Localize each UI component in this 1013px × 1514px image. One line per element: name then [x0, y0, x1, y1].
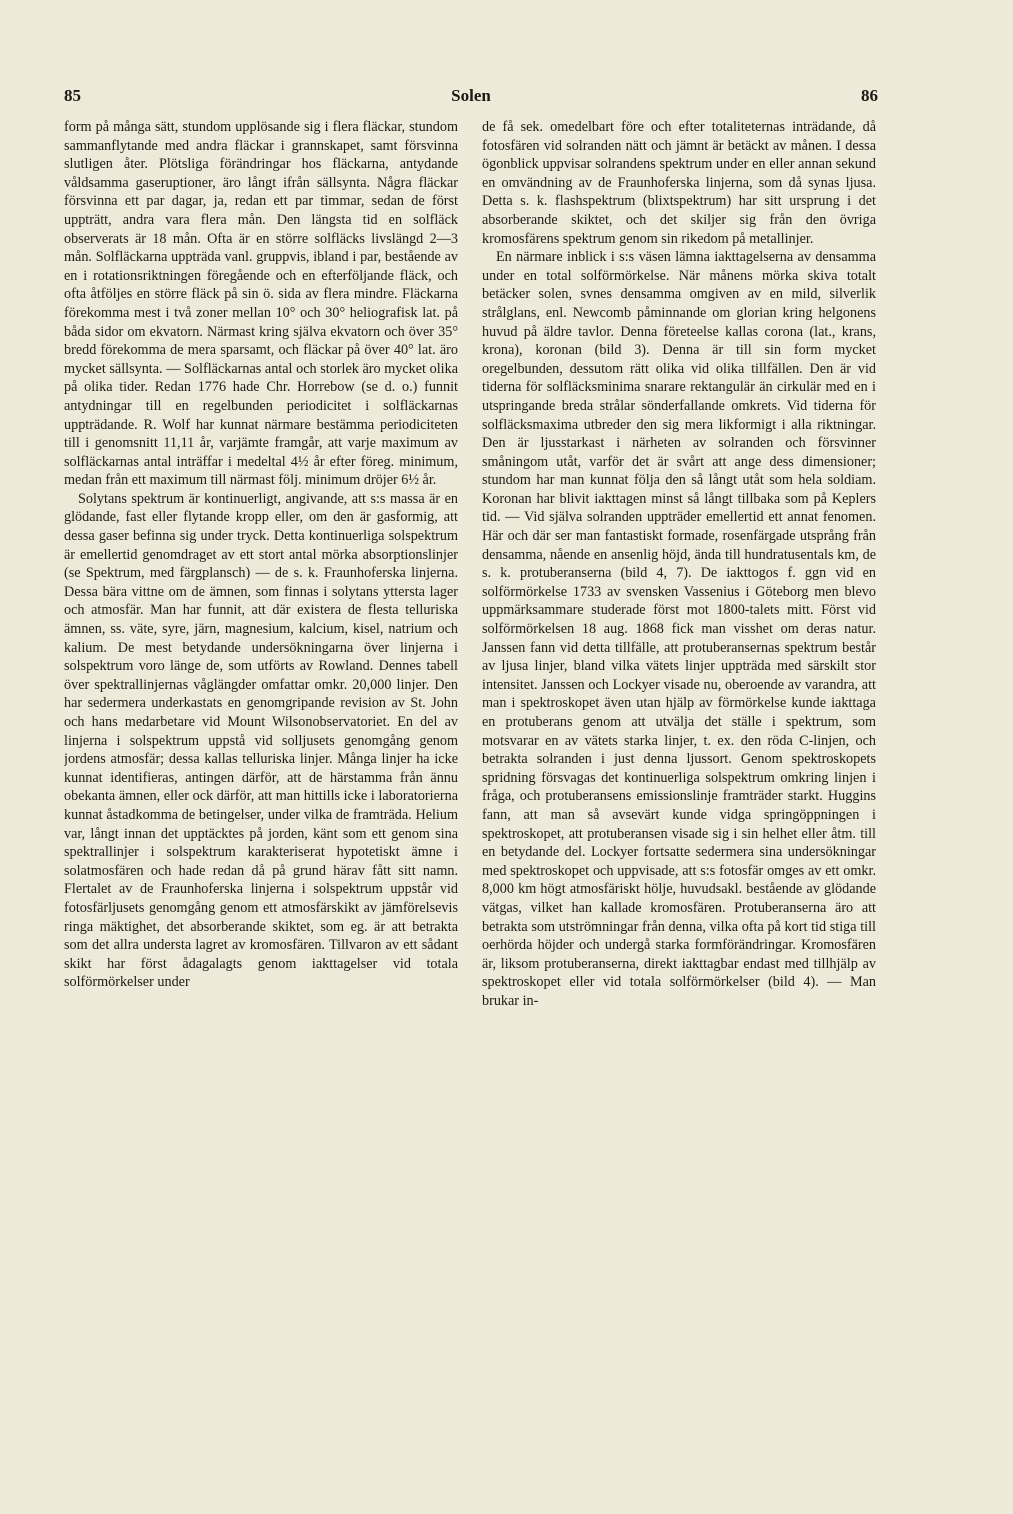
page-number-right: 86 [861, 86, 878, 105]
left-column [64, 118, 458, 1458]
right-column [482, 118, 876, 1458]
page-number-left: 85 [64, 86, 81, 105]
running-header [64, 86, 878, 112]
page-title: Solen [451, 86, 491, 105]
paragraph: form på många sätt, stundom upplösande sig i flera fläckar, stundom sammanflytande med andra fläckar i grannskapet, samt försvinna slutligen åter. Plötsliga förändringar hos fläckarna, antydande våldsamma gaseruptioner, äro långt ifrån sällsynta. Några fläckar försvinna ett par dagar, ja, redan ett par timmar, sedan de först uppträtt, andra vara flera mån. Den längsta tid en solfläck observerats är 18 mån. Ofta är en större solfläcks livslängd 2—3 mån. Solfläckarna uppträda vanl. gruppvis, ibland i par, bestående av en i rotationsriktningen föregående och en efterföljande fläck, och ofta åtföljes en större fläck på sin ö. sida av flera mindre. Fläckarna förekomma mest i två zoner mellan 10° och 30° heliografisk lat. på båda sidor om ekvatorn. Närmast kring själva ekvatorn och över 35° bredd förekomma de mera sparsamt, och fläckar på över 40° lat. äro mycket sällsynta. — Solfläckarnas antal och storlek äro mycket olika på olika tider. Redan 1776 hade Chr. Horrebow (se d. o.) funnit antydningar till en regelbunden periodicitet i solfläckarnas uppträdande. R. Wolf har kunnat närmare bestämma periodiciteten till i genomsnitt 11,11 år, varjämte framgår, att varje maximum av solfläckarnas antal inträffar i medeltal 4½ år efter föreg. minimum, medan från ett maximum till närmast följ. minimum dröjer 6½ år. [64, 119, 458, 489]
paragraph: Solytans spektrum är kontinuerligt, angivande, att s:s massa är en glödande, fast eller flytande kropp eller, om den är gasformig, att dessa gaser befinna sig under tryck. Detta kontinuerliga solspektrum är emellertid genomdraget av ett stort antal mörka absorptionslinjer (se Spektrum, med färgplansch) — de s. k. Fraunhoferska linjerna. Dessa bära vittne om de ämnen, som finnas i solytans yttersta lager och atmosfär. Man har funnit, att där existera de flesta telluriska ämnen, ss. väte, syre, järn, magnesium, kalcium, kisel, natrium och kalium. De mest betydande undersökningarna över linjerna i solspektrum voro länge de, som utförts av Rowland. Dennes tabell över spektrallinjernas våglängder omfattar omkr. 20,000 linjer. Den har sedermera underkastats en genomgripande revision av St. John och hans medarbetare vid Mount Wilsonobservatoriet. En del av linjerna i solspektrum uppstå vid solljusets genomgång genom jordens atmosfär; dessa kallas telluriska linjer. Många linjer ha icke kunnat identifieras, antingen därför, att de härstamma från ännu obekanta ämnen, eller ock därför, att man hittills icke i laboratorierna kunnat åstadkomma de betingelser, under vilka de framträda. Helium var, långt innan det upptäcktes på jorden, känt som ett genom sina spektrallinjer i solspektrum karakteriserat hypotetiskt ämne i solatmosfären och hade redan då på grund härav fått sitt namn. Flertalet av de Fraunhoferska linjerna i solspektrum uppstår vid fotosfärljusets genomgång genom ett atmosfärskikt av jämförelsevis ringa mäktighet, det absorberande skiktet, som eg. är att betrakta som det allra understa lagret av kromosfären. Tillvaron av ett sådant skikt har först ådagalagts genom iakttagelser vid totala solförmörkelser under [64, 490, 458, 991]
paragraph: En närmare inblick i s:s väsen lämna iakttagelserna av densamma under en total solförmörkelse. När månens mörka skiva totalt betäcker solen, svnes densamma omgiven av en mild, silverlik strålglans, enl. Newcomb påminnande om glorian kring helgonens huvud på äldre tavlor. Denna företeelse kallas corona (lat., krans, krona), koronan (bild 3). Denna är till sin form mycket oregelbunden, dessutom rätt olika vid olika tillfällen. Den är vid tiderna för solfläcksminima snarare rektangulär än cirkulär med en i utspringande breda strålar sönderfallande omkrets. Vid tiderna för solfläcksmaxima utbreder den sig mera likformigt i alla riktningar. Den är ljusstarkast i närheten av solranden och försvinner småningom utåt, varför det är svårt att ange dess dimensioner; stundom har man kunnat följa den så långt utåt som hela soldiam. Koronan har blivit iakttagen minst så långt tillbaka som på Keplers tid. — Vid själva solranden uppträder emellertid ett annat fenomen. Här och där ser man fantastiskt formade, rosenfärgade utsprång från densamma, nående en ansenlig höjd, ända till hundratusentals km, de s. k. protuberanserna (bild 4, 7). De iakttogos f. ggn vid en solförmörkelse 1733 av svensken Vassenius i Göteborg men blevo uppmärksammare studerade först mot 1800-talets mitt. Först vid solförmörkelsen 18 aug. 1868 fick man visshet om deras natur. Janssen fann vid detta tillfälle, att protuberansernas spektrum består av ljusa linjer, bland vilka vätets linjer uppträda med särskilt stor intensitet. Janssen och Lockyer visade nu, oberoende av varandra, att man i spektroskopet även utan hjälp av förmörkelse kunde iakttaga en protuberans genom att utvälja det ställe i spektrum, som motsvarar en av vätets starka linjer, t. ex. den röda C-linjen, och betrakta solranden i just denna ljussort. Genom spektroskopets spridning försvagas det kontinuerliga solspektrum omkring linjen i fråga, och protuberansens emissionslinje framträder starkt. Huggins fann, att man så avsevärt kunde vidga springöppningen i spektroskopet, att protuberansen visade sig i sin helhet eller åtm. till en betydande del. Lockyer fortsatte sedermera sina undersökningar med spektroskopet och uppvisade, att s:s fotosfär omges av ett omkr. 8,000 km högt atmosfäriskt hölje, huvudsakl. bestående av glödande vätgas, vilket han kallade kromosfären. Protuberanserna äro att betrakta som utströmningar från denna, vilka ofta på kort tid stiga till oerhörda höjder och undergå starka formförändringar. Kromosfären är, liksom protuberanserna, direkt iakttagbar endast med tillhjälp av spektroskopet eller vid totala solförmörkelser (bild 4). — Man brukar in- [482, 249, 876, 1009]
paragraph: de få sek. omedelbart före och efter totaliteternas inträdande, då fotosfären vid solranden nätt och jämnt är betäckt av månen. I dessa ögonblick uppvisar solrandens spektrum under en eller annan sekund en omvändning av de Fraunhoferska linjerna, som då synas ljusa. Detta s. k. flashspektrum (blixtspektrum) har sitt ursprung i det absorberande skiktet, och det skiljer sig från den övriga kromosfärens spektrum genom sin rikedom på metallinjer. [482, 119, 876, 247]
